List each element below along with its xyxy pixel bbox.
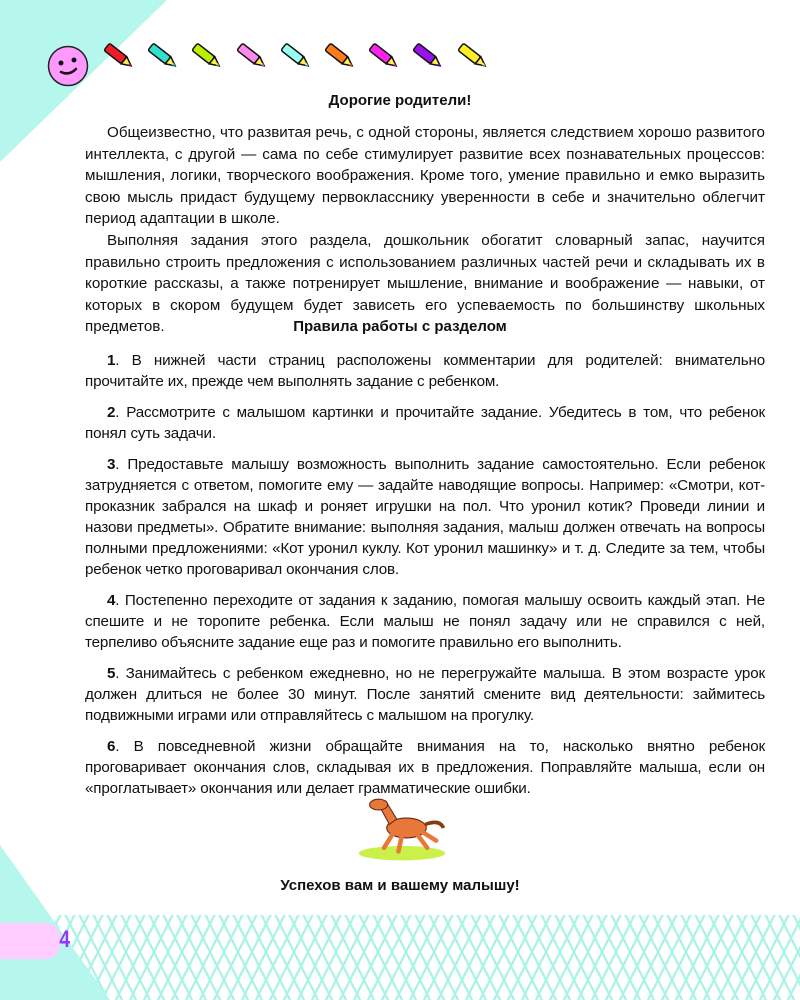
pencil-icon: [456, 42, 490, 72]
pencil-icon: [235, 42, 269, 72]
rule-number: 1: [107, 352, 116, 369]
pencil-icon: [146, 42, 180, 72]
intro-paragraph: Выполняя задания этого раздела, дошкольник обогатит словарный запас, научится правильно строить предложения с использованием различных частей речи и складывать их в короткие рассказы, а также потренирует мышление, внимание и воображение — навыки, от которых в скором будущем будет зависеть его успеваемость по большинству школьных предметов.: [85, 231, 765, 336]
rules-list: [85, 350, 765, 809]
rule-item: [85, 590, 765, 653]
page-number: 4: [59, 926, 71, 953]
intro-paragraph: Общеизвестно, что развитая речь, с одной стороны, является следствием хорошо развитого интеллекта, с другой — сама по себе стимулирует развитие всех познавательных процессов: мышления, логики, творческого воображения. Кроме того, умение правильно и емко выразить свою мысль придаст будущему первокласснику уверенности в себе и значительно облегчит период адаптации в школе.: [85, 124, 765, 228]
rule-number: 6: [107, 738, 116, 755]
rule-text: . Занимайтесь с ребенком ежедневно, но не перегружайте малыша. В этом возрасте урок должен длиться не более 30 минут. После занятий смените вид деятельности: займитесь подвижными играми или отправляйтесь с малышом на прогулку.: [85, 665, 765, 724]
rule-text: . Предоставьте малышу возможность выполнить задание самостоятельно. Если ребенок затрудняется с ответом, помогите ему — задайте наводящие вопросы. Например: «Смотри, кот-проказник забрался на шкаф и роняет игрушки на пол. Что уронил котик? Проведи линии и назови предметы». Обратите внимание: выполняя задания, малыш должен отвечать на вопросы полными предложениями: «Кот уронил куклу. Кот уронил машинку» и т. д. Следите за тем, чтобы ребенок четко проговаривал окончания слов.: [85, 456, 765, 578]
rule-number: 3: [107, 456, 116, 473]
rule-text: . В нижней части страниц расположены комментарии для родителей: внимательно прочитайте их, прежде чем выполнять задание с ребенком.: [85, 352, 765, 390]
rule-number: 5: [107, 665, 116, 682]
pencil-icon: [411, 42, 445, 72]
rules-heading: Правила работы с разделом: [293, 318, 507, 335]
closing-text: Успехов вам и вашему малышу!: [280, 877, 520, 894]
rule-item: [85, 350, 765, 392]
rule-number: 4: [107, 592, 116, 609]
smiley-icon: [47, 45, 89, 87]
rule-text: . В повседневной жизни обращайте внимания на то, насколько внятно ребенок проговаривает окончания слов, складывая их в предложения. Поправляйте малыша, если он «проглатывает» окончания или делает грамматические ошибки.: [85, 738, 765, 797]
pencil-icon: [190, 42, 224, 72]
page-number-tab: [0, 923, 60, 959]
rule-number: 2: [107, 404, 116, 421]
intro-text: [85, 122, 765, 338]
page-title: Дорогие родители!: [328, 92, 472, 109]
rule-item: [85, 402, 765, 444]
rule-text: . Рассмотрите с малышом картинки и прочитайте задание. Убедитесь в том, что ребенок понял суть задачи.: [85, 404, 765, 442]
horse-illustration: [352, 792, 452, 864]
pencil-icon: [102, 42, 136, 72]
rule-item: [85, 736, 765, 799]
pencil-icon: [367, 42, 401, 72]
rule-item: [85, 454, 765, 580]
rule-item: [85, 663, 765, 726]
rule-text: . Постепенно переходите от задания к заданию, помогая малышу освоить каждый этап. Не спешите и не торопите ребенка. Если малыш не понял задачу или не справился с ней, терпеливо объясните задание еще раз и помогите правильно его выполнить.: [85, 592, 765, 651]
pencil-icon: [279, 42, 313, 72]
pencil-icon: [323, 42, 357, 72]
